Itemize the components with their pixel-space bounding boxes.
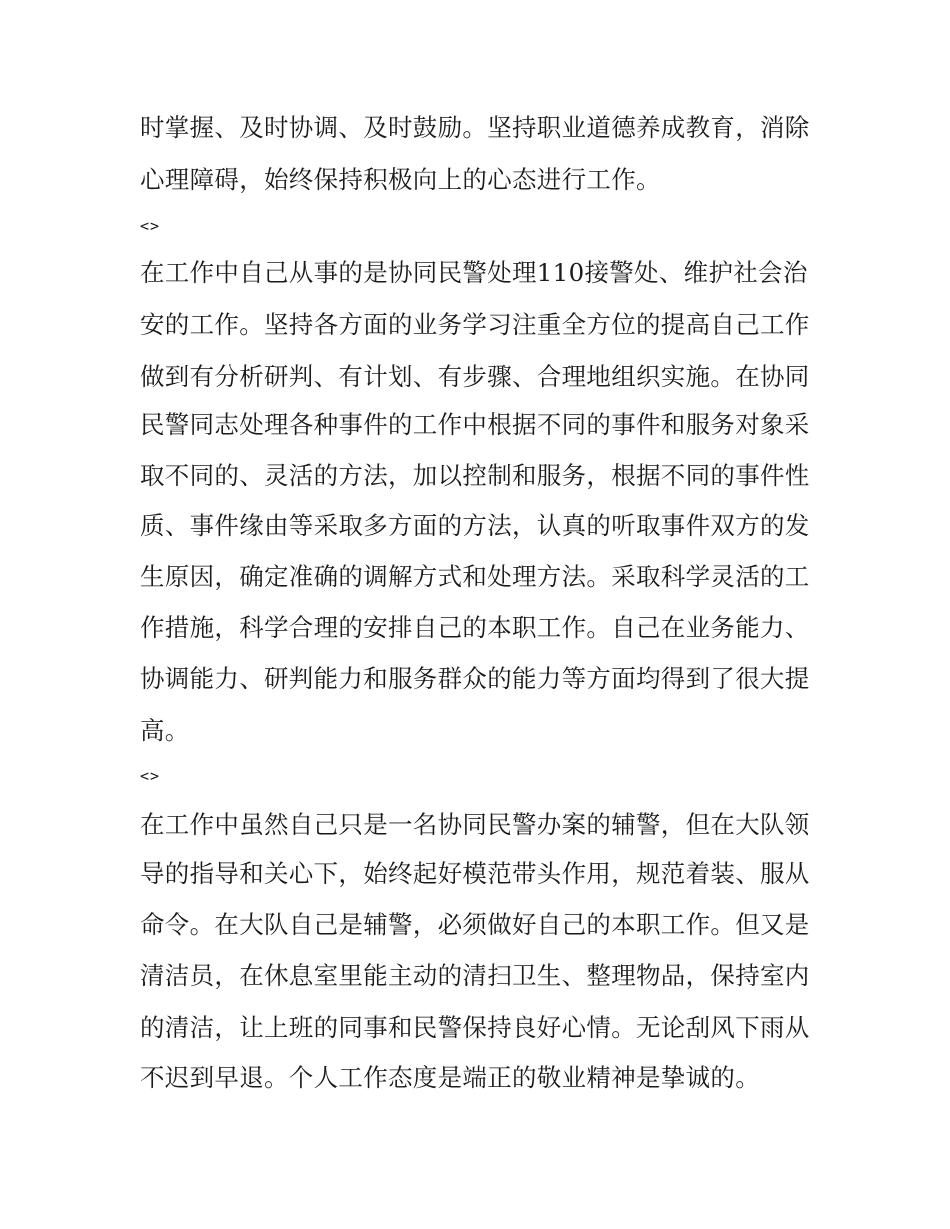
paragraph-2-line-4: 民警同志处理各种事件的工作中根据不同的事件和服务对象采	[140, 410, 810, 439]
paragraph-3-line-4: 清洁员，在休息室里能主动的清扫卫生、整理物品，保持室内	[140, 961, 810, 990]
paragraph-2-line-2: 安的工作。坚持各方面的业务学习注重全方位的提高自己工作	[140, 310, 810, 339]
paragraph-2-line-7: 生原因，确定准确的调解方式和处理方法。采取科学灵活的工	[140, 562, 810, 591]
paragraph-3-line-1: 在工作中虽然自己只是一名协同民警办案的辅警，但在大队领	[140, 810, 810, 839]
paragraph-3-line-3: 命令。在大队自己是辅警，必须做好自己的本职工作。但又是	[140, 910, 810, 939]
separator-1: <>	[140, 217, 161, 235]
paragraph-2-line-3: 做到有分析研判、有计划、有步骤、合理地组织实施。在协同	[140, 362, 810, 391]
paragraph-2-line-1: 在工作中自己从事的是协同民警处理110接警处、维护社会治	[140, 258, 808, 287]
paragraph-2-line-5: 取不同的、灵活的方法，加以控制和服务，根据不同的事件性	[140, 461, 810, 490]
paragraph-2-line-8: 作措施，科学合理的安排自己的本职工作。自己在业务能力、	[140, 613, 810, 642]
paragraph-1-line-2: 心理障碍，始终保持积极向上的心态进行工作。	[140, 165, 661, 194]
paragraph-2-line-6: 质、事件缘由等采取多方面的方法，认真的听取事件双方的发	[140, 511, 810, 540]
separator-2: <>	[140, 767, 161, 785]
paragraph-3-line-5: 的清洁，让上班的同事和民警保持良好心情。无论刮风下雨从	[140, 1013, 810, 1042]
paragraph-3-line-2: 导的指导和关心下，始终起好模范带头作用，规范着装、服从	[140, 859, 810, 888]
paragraph-2-line-10: 高。	[140, 716, 190, 745]
paragraph-1-line-1: 时掌握、及时协调、及时鼓励。坚持职业道德养成教育，消除	[140, 113, 810, 142]
paragraph-3-line-6: 不迟到早退。个人工作态度是端正的敬业精神是挚诚的。	[140, 1063, 760, 1092]
paragraph-2-line-9: 协调能力、研判能力和服务群众的能力等方面均得到了很大提	[140, 664, 810, 693]
